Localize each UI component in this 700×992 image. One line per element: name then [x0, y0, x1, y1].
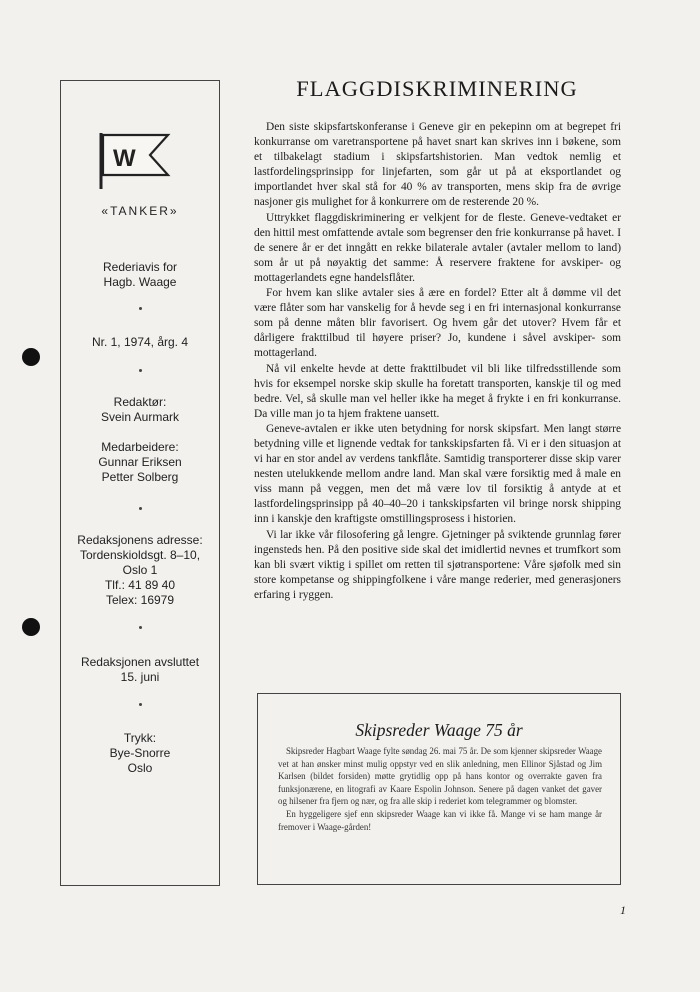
- separator-dot: [61, 507, 219, 513]
- article-paragraph: Nå vil enkelte hevde at dette frakttilbudet vil bli like tilfredsstillende som hvis for eksempel norske skip skulle ha foretatt transporten, kanskje til og med bedre. Vel, så skulle man vel heller ikke ha meget å frykte i en fri konkurranse. Da ville man jo ta hjem fraktene uansett.: [254, 362, 621, 420]
- separator-dot: [61, 703, 219, 709]
- printer-info: Trykk: Bye-Snorre Oslo: [109, 731, 171, 775]
- notice-title: Skipsreder Waage 75 år: [355, 720, 523, 740]
- editor-info: Redaktør: Svein Aurmark: [100, 395, 180, 424]
- publisher-info: Rederiavis for Hagb. Waage: [102, 260, 178, 289]
- issue-info: Nr. 1, 1974, årg. 4: [91, 335, 189, 349]
- separator-dot: [61, 369, 219, 375]
- birthday-notice-box: [257, 693, 621, 885]
- address-info: Redaksjonens adresse: Tordenskioldsgt. 8–10, Oslo 1 Tlf.: 41 89 40 Telex: 16979: [77, 533, 203, 607]
- article-paragraph: Den siste skipsfartskonferanse i Geneve gir en pekepinn om at begrepet fri konkurranse om varetransportene på havet snart kan skrives inn i bøkene, som et tilbakelagt stadium i skipsfartshistorien. Man vedtok nemlig et lastfordelingsprinsipp for linjefarten, som går ut på at eksportlandet og importlandet hver skal stå for 40 % av transporten, mens skip fra de øvrige nasjoner gis mulighet for å konkurrere om de resterende 20 %.: [254, 121, 621, 209]
- punch-hole: [22, 348, 40, 366]
- article-body: [254, 120, 621, 603]
- svg-text:W: W: [113, 145, 136, 172]
- separator-dot: [61, 626, 219, 632]
- punch-hole: [22, 618, 40, 636]
- contributors-info: Medarbeidere: Gunnar Eriksen Petter Solberg: [98, 440, 182, 484]
- article-title: FLAGGDISKRIMINERING: [296, 76, 578, 101]
- page-number: 1: [620, 903, 626, 917]
- separator-dot: [61, 307, 219, 313]
- notice-body: [278, 745, 602, 833]
- waage-flag-logo: [98, 131, 172, 191]
- article-paragraph: Vi lar ikke vår filosofering gå lengre. Gjetninger på sviktende grunnlag fører ingensteds hen. På den positive side skal det imidlertid nevnes et trumfkort som kan bli svært viktig i spillet om retten til sjøtransportene: Våre sjøfolk med sin store kompetanse og shippingfolkene i våre mange rederier, med generasjoners erfaring i ryggen.: [254, 528, 621, 601]
- article-paragraph: For hvem kan slike avtaler sies å ære en fordel? Etter alt å dømme vil det være flåter som har vanskelig for å hevde seg i en fri internasjonal konkurranse som på denne måten blir favorisert. Og hvem går det utover? Hvem får et dårligere frakttilbud til høyere priser? Jo, kundene i såvel avskiper- som mottagerland.: [254, 287, 621, 360]
- notice-paragraph: Skipsreder Hagbart Waage fylte søndag 26. mai 75 år. De som kjenner skipsreder Waage vet at han ønsker minst mulig oppstyr ved en slik anledning, men Ellinor Sjåstad og Jim Karlsen (bildet forsiden) møtte grytidlig opp på hans kontor og overrakte gaven fra funksjonærene, en litografi av Kaare Espolin Johnson. Senere på dagen vanket det gaver og hilsener fra fjern og nær, og fra alle skip i rederiet kom telegrammer og blomster.: [278, 746, 602, 807]
- deadline-info: Redaksjonen avsluttet 15. juni: [80, 655, 200, 684]
- article-paragraph: Uttrykket flaggdiskriminering er velkjent for de fleste. Geneve-vedtaket er den hittil mest omfattende avtale som begrenser den frie konkurranse på havet. I de senere år er det inngått en rekke bilaterale avtaler (avtaler mellom to land) som år ut på nøyaktig det samme: Å reservere fraktene for avskiper- og mottagerlandets egne handelsflåter.: [254, 211, 621, 284]
- notice-paragraph: En hyggeligere sjef enn skipsreder Waage kan vi ikke få. Mange vi se ham mange år fremover i Waage-gården!: [278, 808, 602, 832]
- masthead-sidebar: [60, 80, 220, 886]
- article-paragraph: Geneve-avtalen er ikke uten betydning for norsk skipsfart. Men langt større betydning ville et lignende vedtak for tankskipsfarten få. Vi er i den situasjon at vi har en stor andel av verdens tankflåte. Samtidig transporterer disse skip varer nesten utelukkende mellom andre land. Man skal være forsiktig med å male en viss mann på veggen, men det må være lov til forsiktig å antyde at et lastfordelingsprinsipp på 40–40–20 i tankskipsfarten vil bringe norsk shipping inn i kanskje den kraftigste omstillingsprosess i historien.: [254, 422, 621, 526]
- brand-name: «TANKER»: [101, 204, 179, 218]
